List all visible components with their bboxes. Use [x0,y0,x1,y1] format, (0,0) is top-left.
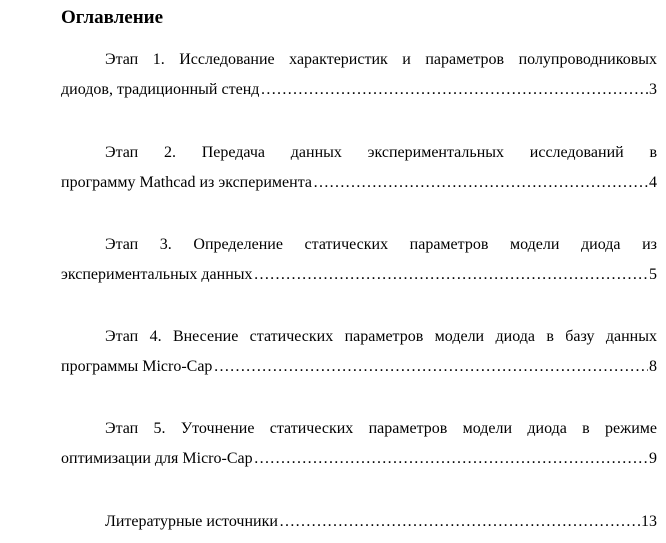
toc-page-number: 8 [649,358,657,375]
toc-entry-line2 [61,168,657,198]
toc-entry-stage-2[interactable] [61,138,657,198]
dot-leader [279,507,640,537]
toc-entry-text-line1: Этап 3. Определение статических параметров модели диода из [105,236,657,253]
toc-entry-stage-4[interactable] [61,322,657,382]
toc-page-number: 5 [649,266,657,283]
toc-entry-text-line1: Этап 2. Передача данных экспериментальных исследований в [105,144,657,161]
toc-entry-line2 [61,352,657,382]
toc-entry-text-line2: программы Micro-Cap [61,358,213,375]
toc-entry-stage-3[interactable] [61,230,657,290]
toc-entry-stage-5[interactable] [61,414,657,474]
toc-page-number: 3 [649,81,657,98]
toc-page-number: 9 [649,450,657,467]
toc-entry-text-line2: программу Mathcad из эксперимента [61,174,312,191]
toc-entry-line1 [61,507,657,537]
toc-entry-stage-1[interactable] [61,45,657,105]
toc-entry-line2 [61,75,657,105]
toc-entry-text-line1: Этап 1. Исследование характеристик и параметров полупроводниковых [105,51,657,68]
dot-leader [254,260,649,290]
toc-entry-text: Литературные источники [105,513,278,530]
dot-leader [213,352,648,382]
toc-entry-line2 [61,444,657,474]
dot-leader [313,168,648,198]
toc-entry-text-line2: диодов, традиционный стенд [61,81,260,98]
toc-page-number: 4 [649,174,657,191]
toc-entry-line2 [61,260,657,290]
toc-title: Оглавление [61,7,164,28]
toc-entry-text-line1: Этап 4. Внесение статических параметров модели диода в базу данных [105,328,657,345]
toc-entry-text-line1: Этап 5. Уточнение статических параметров модели диода в режиме [105,420,657,437]
toc-entry-text-line2: оптимизации для Micro-Cap [61,450,253,467]
toc-entry-references[interactable] [61,507,657,537]
toc-entry-text-line2: экспериментальных данных [61,266,253,283]
dot-leader [260,75,648,105]
toc-page-number: 13 [641,513,657,530]
dot-leader [254,444,648,474]
